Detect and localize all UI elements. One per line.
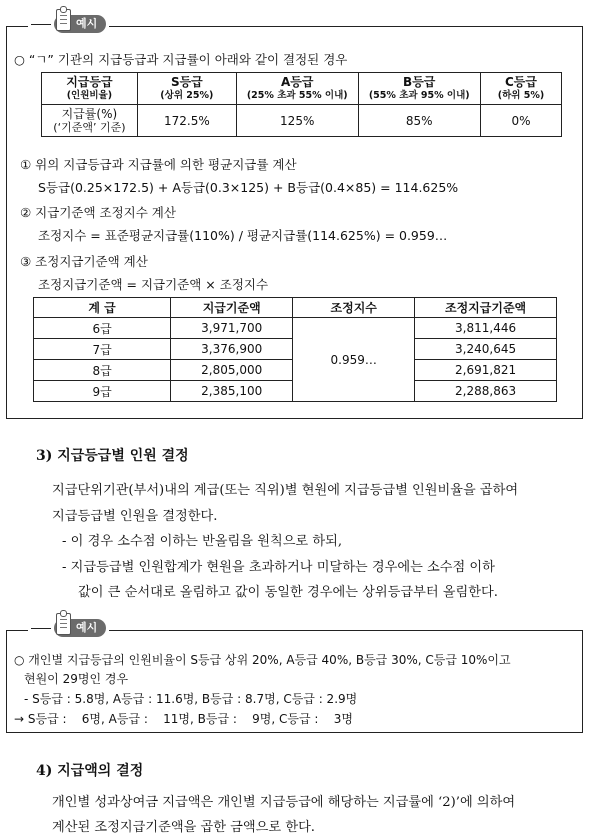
box2-line4: → S등급 : 6명, A등급 : 11명, B등급 : 9명, C등급 : 3명 (14, 712, 353, 726)
step1-title: ① 위의 지급등급과 지급률에 의한 평균지급률 계산 (20, 157, 297, 172)
clipboard-icon (56, 9, 71, 31)
salary-grade-cell: 8급 (34, 360, 171, 381)
salary-adjusted-cell: 3,811,446 (415, 318, 557, 339)
grade-header-cell: B등급 (55% 초과 95% 이내) (358, 73, 480, 105)
salary-header-cell: 조정지수 (293, 298, 415, 318)
salary-adjusted-cell: 2,691,821 (415, 360, 557, 381)
step3-title: ③ 조정지급기준액 계산 (20, 254, 148, 269)
section3-bullet2-line2: 값이 큰 순서대로 올림하고 값이 동일한 경우에는 상위등급부터 올림한다. (78, 585, 498, 600)
salary-header-cell: 계 급 (34, 298, 171, 318)
rate-cell: 125% (236, 105, 358, 137)
box2-line3: - S등급 : 5.8명, A등급 : 11.6명, B등급 : 8.7명, C등급 : 2.9명 (24, 692, 358, 706)
section3-heading: 3) 지급등급별 인원 결정 (36, 448, 189, 464)
salary-adjusted-cell: 3,240,645 (415, 339, 557, 360)
salary-grade-cell: 9급 (34, 381, 171, 402)
salary-row (34, 318, 557, 339)
rate-row-label: 지급률(%) (‘기준액’ 기준) (42, 105, 138, 137)
example-label: 예시 (76, 17, 98, 30)
box1-intro: ○ “ㄱ” 기관의 지급등급과 지급률이 아래와 같이 결정된 경우 (14, 52, 348, 67)
box2-line1: ○ 개인별 지급등급의 인원비율이 S등급 상위 20%, A등급 40%, B등급 30%, C등급 10%이고 (14, 653, 511, 667)
rate-cell: 0% (480, 105, 561, 137)
rate-cell: 172.5% (137, 105, 236, 137)
step3-formula: 조정지급기준액 = 지급기준액 × 조정지수 (38, 277, 269, 292)
example-label: 예시 (76, 621, 98, 634)
grade-table (41, 72, 562, 137)
salary-grade-cell: 6급 (34, 318, 171, 339)
salary-base-cell: 2,805,000 (171, 360, 293, 381)
example-tag-2 (28, 619, 109, 637)
step1-formula: S등급(0.25×172.5) + A등급(0.3×125) + B등급(0.4×85) = 114.625% (38, 180, 459, 195)
clipboard-icon (56, 613, 71, 635)
grade-table-header-row (42, 73, 562, 105)
salary-base-cell: 3,971,700 (171, 318, 293, 339)
step2-formula: 조정지수 = 표준평균지급률(110%) / 평균지급률(114.625%) = 0.959… (38, 228, 448, 243)
salary-base-cell: 2,385,100 (171, 381, 293, 402)
section4-para-line2: 계산된 조정지급기준액을 곱한 금액으로 한다. (52, 820, 316, 835)
salary-grade-cell: 7급 (34, 339, 171, 360)
box2-line2: 현원이 29명인 경우 (24, 672, 129, 686)
grade-header-cell: C등급 (하위 5%) (480, 73, 561, 105)
section4-heading: 4) 지급액의 결정 (36, 763, 144, 779)
section3-para-line2: 지급등급별 인원을 결정한다. (52, 509, 218, 524)
step2-title: ② 지급기준액 조정지수 계산 (20, 205, 176, 220)
section4-para-line1: 개인별 성과상여금 지급액은 개인별 지급등급에 해당하는 지급률에 ‘2)’에 의하여 (52, 795, 516, 810)
example-tag-1 (28, 15, 109, 33)
section3-bullet1: - 이 경우 소수점 이하는 반올림을 원칙으로 하되, (62, 534, 343, 549)
salary-header-cell: 조정지급기준액 (415, 298, 557, 318)
salary-table-header-row (34, 298, 557, 318)
grade-table-rate-row (42, 105, 562, 137)
salary-header-cell: 지급기준액 (171, 298, 293, 318)
grade-header-cell: S등급 (상위 25%) (137, 73, 236, 105)
salary-base-cell: 3,376,900 (171, 339, 293, 360)
salary-adjusted-cell: 2,288,863 (415, 381, 557, 402)
adjustment-index-cell: 0.959… (293, 318, 415, 402)
section3-para-line1: 지급단위기관(부서)내의 계급(또는 직위)별 현원에 지급등급별 인원비율을 곱하여 (52, 483, 519, 498)
section3-bullet2-line1: - 지급등급별 인원합계가 현원을 초과하거나 미달하는 경우에는 소수점 이하 (62, 560, 495, 575)
rate-cell: 85% (358, 105, 480, 137)
salary-table (33, 297, 557, 402)
grade-header-cell: A등급 (25% 초과 55% 이내) (236, 73, 358, 105)
grade-header-cell: 지급등급 (인원비율) (42, 73, 138, 105)
